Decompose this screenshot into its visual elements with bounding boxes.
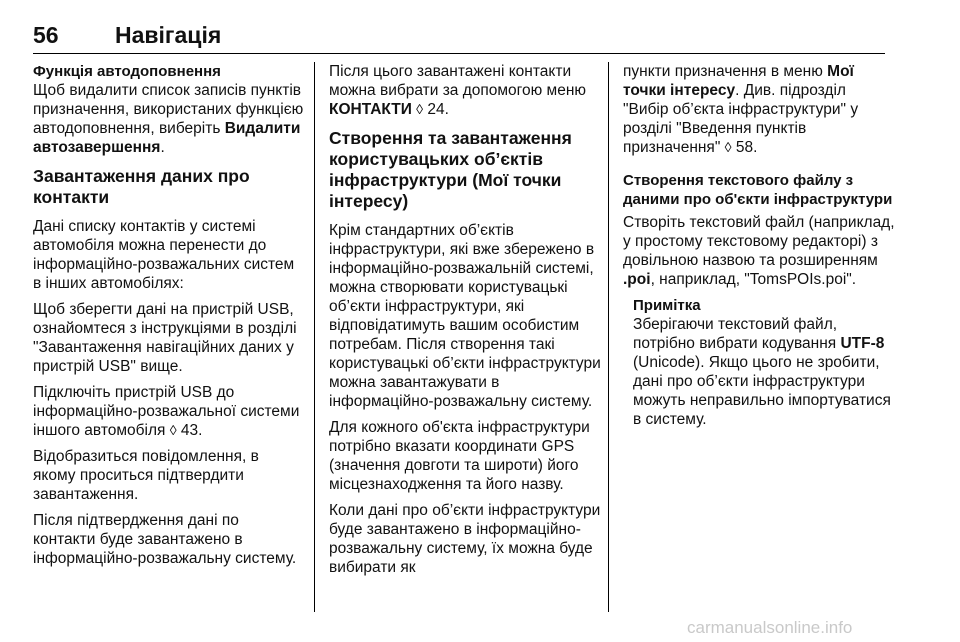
header-rule	[33, 53, 885, 54]
paragraph-contacts-menu	[329, 62, 601, 119]
note-title: Примітка	[633, 297, 701, 314]
heading-create-textfile: Створення текстового файлу з даними про об'єкти інфраструктури	[623, 172, 893, 208]
cross-reference-page: 58.	[731, 139, 758, 156]
note-text-end: (Unicode). Якщо цього не зробити, дані про об’єкти інфраструктури можуть неправильно імпортуватися в систему.	[633, 354, 891, 428]
poi-menu-text: пункти призначення в меню	[623, 63, 828, 80]
poi-menu-text-mid: . Див. підрозділ "Вибір об’єкта інфраструктури" у розділі "Введення пунктів призначення"	[623, 82, 859, 156]
paragraph-usb-save: Щоб зберегти дані на пристрій USB, ознайомтеся з інструкціями в розділі "Завантаження навігаційних даних у пристрій USB" вище.	[33, 301, 297, 375]
page-number: 56	[33, 22, 59, 48]
section-title: Навігація	[115, 22, 222, 48]
cross-reference-page: 24.	[423, 101, 449, 118]
cross-reference-icon: ◊	[169, 422, 177, 438]
heading-create-poi: Створення та завантаження користувацьких об’єктів інфраструктури (Мої точки інтересу)	[329, 128, 572, 211]
cross-reference-page: 43.	[176, 422, 203, 439]
cross-reference-icon: ◊	[416, 101, 424, 117]
poi-extension: .poi	[623, 271, 651, 288]
contacts-menu-name: КОНТАКТИ	[329, 101, 412, 118]
column-divider-1	[314, 62, 315, 612]
watermark: carmanualsonline.info	[687, 618, 853, 637]
usb-connect-text: Підключіть пристрій USB до інформаційно-розважальної системи іншого автомобіля	[33, 384, 300, 439]
paragraph-after-confirm: Після підтвердження дані по контакти буде завантажено в інформаційно-розважальну систему.	[33, 512, 297, 567]
note-text	[633, 315, 895, 429]
contacts-menu-text: Після цього завантажені контакти можна вибрати за допомогою меню	[329, 63, 587, 99]
textfile-text-end: , наприклад, "TomsPOIs.poi".	[650, 271, 857, 288]
column-divider-2	[608, 62, 609, 612]
paragraph-usb-connect	[33, 383, 305, 440]
paragraph-gps-coordinates: Для кожного об'єкта інфраструктури потрібно вказати координати GPS (значення довготи та широти) його місцезнаходження та його назву.	[329, 419, 590, 493]
page-header	[33, 22, 885, 52]
cross-reference-icon: ◊	[724, 139, 732, 155]
paragraph-my-poi-menu	[623, 62, 895, 157]
heading-download-contacts: Завантаження даних про контакти	[33, 166, 250, 207]
paragraph-create-textfile	[623, 213, 895, 289]
encoding-name: UTF-8	[840, 335, 885, 352]
paragraph-autocomplete	[33, 81, 305, 157]
column-1	[33, 62, 305, 575]
delete-autocomplete-option: Видалити автозавершення	[33, 120, 301, 156]
note-text-start: Зберігаючи текстовий файл, потрібно вибрати кодування	[633, 316, 841, 352]
paragraph-contacts-transfer: Дані списку контактів у системі автомобіля можна перенести до інформаційно-розважальних систем в інших автомобілях:	[33, 218, 295, 292]
column-2	[329, 62, 601, 584]
paragraph-confirm-message: Відобразиться повідомлення, в якому проситься підтвердити завантаження.	[33, 448, 259, 503]
paragraph-poi-selection: Коли дані про об’єкти інфраструктури буде завантажено в інформаційно-розважальну систему, їх можна буде вибирати як	[329, 502, 601, 576]
textfile-text: Створіть текстовий файл (наприклад, у простому текстовому редакторі) з довільною назвою та розширенням	[623, 214, 895, 269]
column-3	[623, 62, 895, 436]
my-poi-menu-name: Мої точки інтересу	[623, 63, 854, 99]
heading-autocomplete: Функція автодоповнення	[33, 63, 221, 80]
paragraph-custom-poi: Крім стандартних об’єктів інфраструктури, які вже збережено в інформаційно-розважальній системі, можна створювати користувацькі об’єкти інфраструктури, які відповідатимуть вашим особистим потребам. Після створення такі користувацькі об’єкти інфраструктури можна завантажувати в інформаційно-розважальну систему.	[329, 222, 601, 410]
note-box	[633, 296, 895, 429]
autocomplete-text-end: .	[160, 139, 165, 156]
autocomplete-text: Щоб видалити список записів пунктів призначення, використаних функцією автодоповнення, виберіть	[33, 82, 304, 137]
